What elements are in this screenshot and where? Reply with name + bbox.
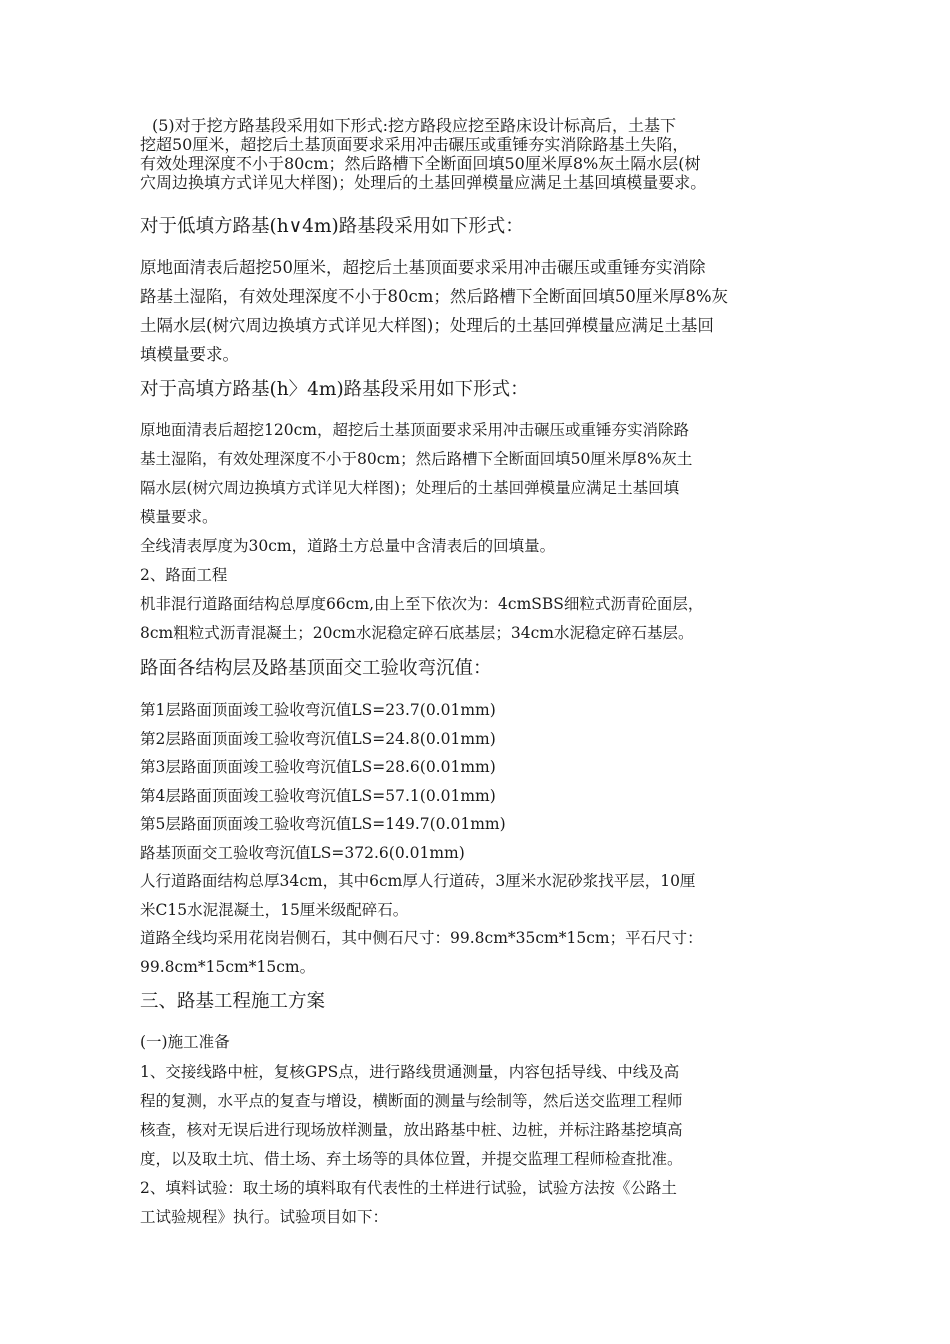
text-line: 有效处理深度不小于80cm；然后路槽下全断面回填50厘米厚8%灰土隔水层(树 [140, 154, 701, 173]
text-line: 土隔水层(树穴周边换填方式详见大样图)；处理后的土基回弹模量应满足土基回 [140, 316, 714, 335]
list-item: 第4层路面顶面竣工验收弯沉值LS=57.1(0.01mm) [140, 786, 496, 805]
deflection-list [140, 696, 840, 981]
heading-prep [140, 1028, 840, 1057]
list-item: 第5层路面顶面竣工验收弯沉值LS=149.7(0.01mm) [140, 815, 506, 833]
paragraph-prep [140, 1058, 840, 1232]
text-line: 隔水层(树穴周边换填方式详见大样图)；处理后的土基回弹模量应满足土基回填 [140, 479, 680, 497]
text-line: 原地面清表后超挖120cm，超挖后土基顶面要求采用冲击碾压或重锤夯实消除路 [140, 421, 689, 439]
heading-text: 路面各结构层及路基顶面交工验收弯沉值： [140, 658, 492, 679]
heading-low-fill [140, 214, 840, 240]
text-line: 模量要求。 [140, 508, 218, 526]
text-line: 8cm粗粒式沥青混凝土；20cm水泥稳定碎石底基层；34cm水泥稳定碎石基层。 [140, 624, 694, 642]
paragraph-high-fill [140, 416, 840, 648]
text-line: 99.8cm*15cm*15cm。 [140, 957, 316, 976]
heading-high-fill [140, 377, 840, 403]
list-item: 第1层路面顶面竣工验收弯沉值LS=23.7(0.01mm) [140, 701, 496, 719]
text-line: 机非混行道路面结构总厚度66cm,由上至下依次为：4cmSBS细粒式沥青砼面层， [140, 595, 704, 613]
text-line: 度，以及取土坑、借土场、弃土场等的具体位置，并提交监理工程师检查批准。 [140, 1150, 683, 1168]
paragraph-low-fill [140, 253, 840, 369]
heading-text: 对于高填方路基(h〉4m)路基段采用如下形式： [140, 379, 529, 400]
text-line: 2、路面工程 [140, 566, 228, 584]
heading-deflection [140, 656, 840, 682]
list-item: 第3层路面顶面竣工验收弯沉值LS=28.6(0.01mm) [140, 758, 496, 776]
text-line: 挖超50厘米，超挖后土基顶面要求采用冲击碾压或重锤夯实消除路基土失陷， [140, 135, 689, 154]
text-line: 1、交接线路中桩，复核GPS点，进行路线贯通测量，内容包括导线、中线及高 [140, 1063, 680, 1081]
heading-text: 三、路基工程施工方案 [140, 991, 326, 1012]
list-item: 第2层路面顶面竣工验收弯沉值LS=24.8(0.01mm) [140, 729, 496, 748]
text-line: 基土湿陷，有效处理深度不小于80cm；然后路槽下全断面回填50厘米厚8%灰土 [140, 450, 693, 468]
text-line: 原地面清表后超挖50厘米，超挖后土基顶面要求采用冲击碾压或重锤夯实消除 [140, 258, 706, 277]
heading-text: 对于低填方路基(h∨4m)路基段采用如下形式： [140, 216, 524, 237]
text-line: 人行道路面结构总厚34cm，其中6cm厚人行道砖，3厘米水泥砂浆找平层，10厘 [140, 872, 696, 890]
list-item: 路基顶面交工验收弯沉值LS=372.6(0.01mm) [140, 843, 465, 862]
heading-text: (一)施工准备 [140, 1033, 230, 1051]
text-line: 工试验规程》执行。试验项目如下： [140, 1208, 389, 1226]
text-line: 填模量要求。 [140, 345, 239, 364]
heading-section-3 [140, 989, 840, 1015]
text-line: 全线清表厚度为30cm，道路土方总量中含清表后的回填量。 [140, 537, 556, 555]
text-line: 程的复测，水平点的复查与增设，横断面的测量与绘制等，然后送交监理工程师 [140, 1092, 683, 1110]
text-line: (5)对于挖方路基段采用如下形式:挖方路段应挖至路床设计标高后，土基下 [152, 116, 677, 135]
text-line: 道路全线均采用花岗岩侧石，其中侧石尺寸：99.8cm*35cm*15cm；平石尺寸： [140, 929, 703, 947]
text-line: 核查，核对无误后进行现场放样测量，放出路基中桩、边桩，并标注路基挖填高 [140, 1121, 683, 1139]
paragraph-excavation [140, 116, 840, 192]
text-line: 路基土湿陷，有效处理深度不小于80cm；然后路槽下全断面回填50厘米厚8%灰 [140, 287, 729, 306]
text-line: 米C15水泥混凝土，15厘米级配碎石。 [140, 900, 409, 919]
text-line: 穴周边换填方式详见大样图)；处理后的土基回弹模量应满足土基回填模量要求。 [140, 173, 707, 192]
text-line: 2、填料试验：取土场的填料取有代表性的土样进行试验，试验方法按《公路土 [140, 1179, 677, 1197]
